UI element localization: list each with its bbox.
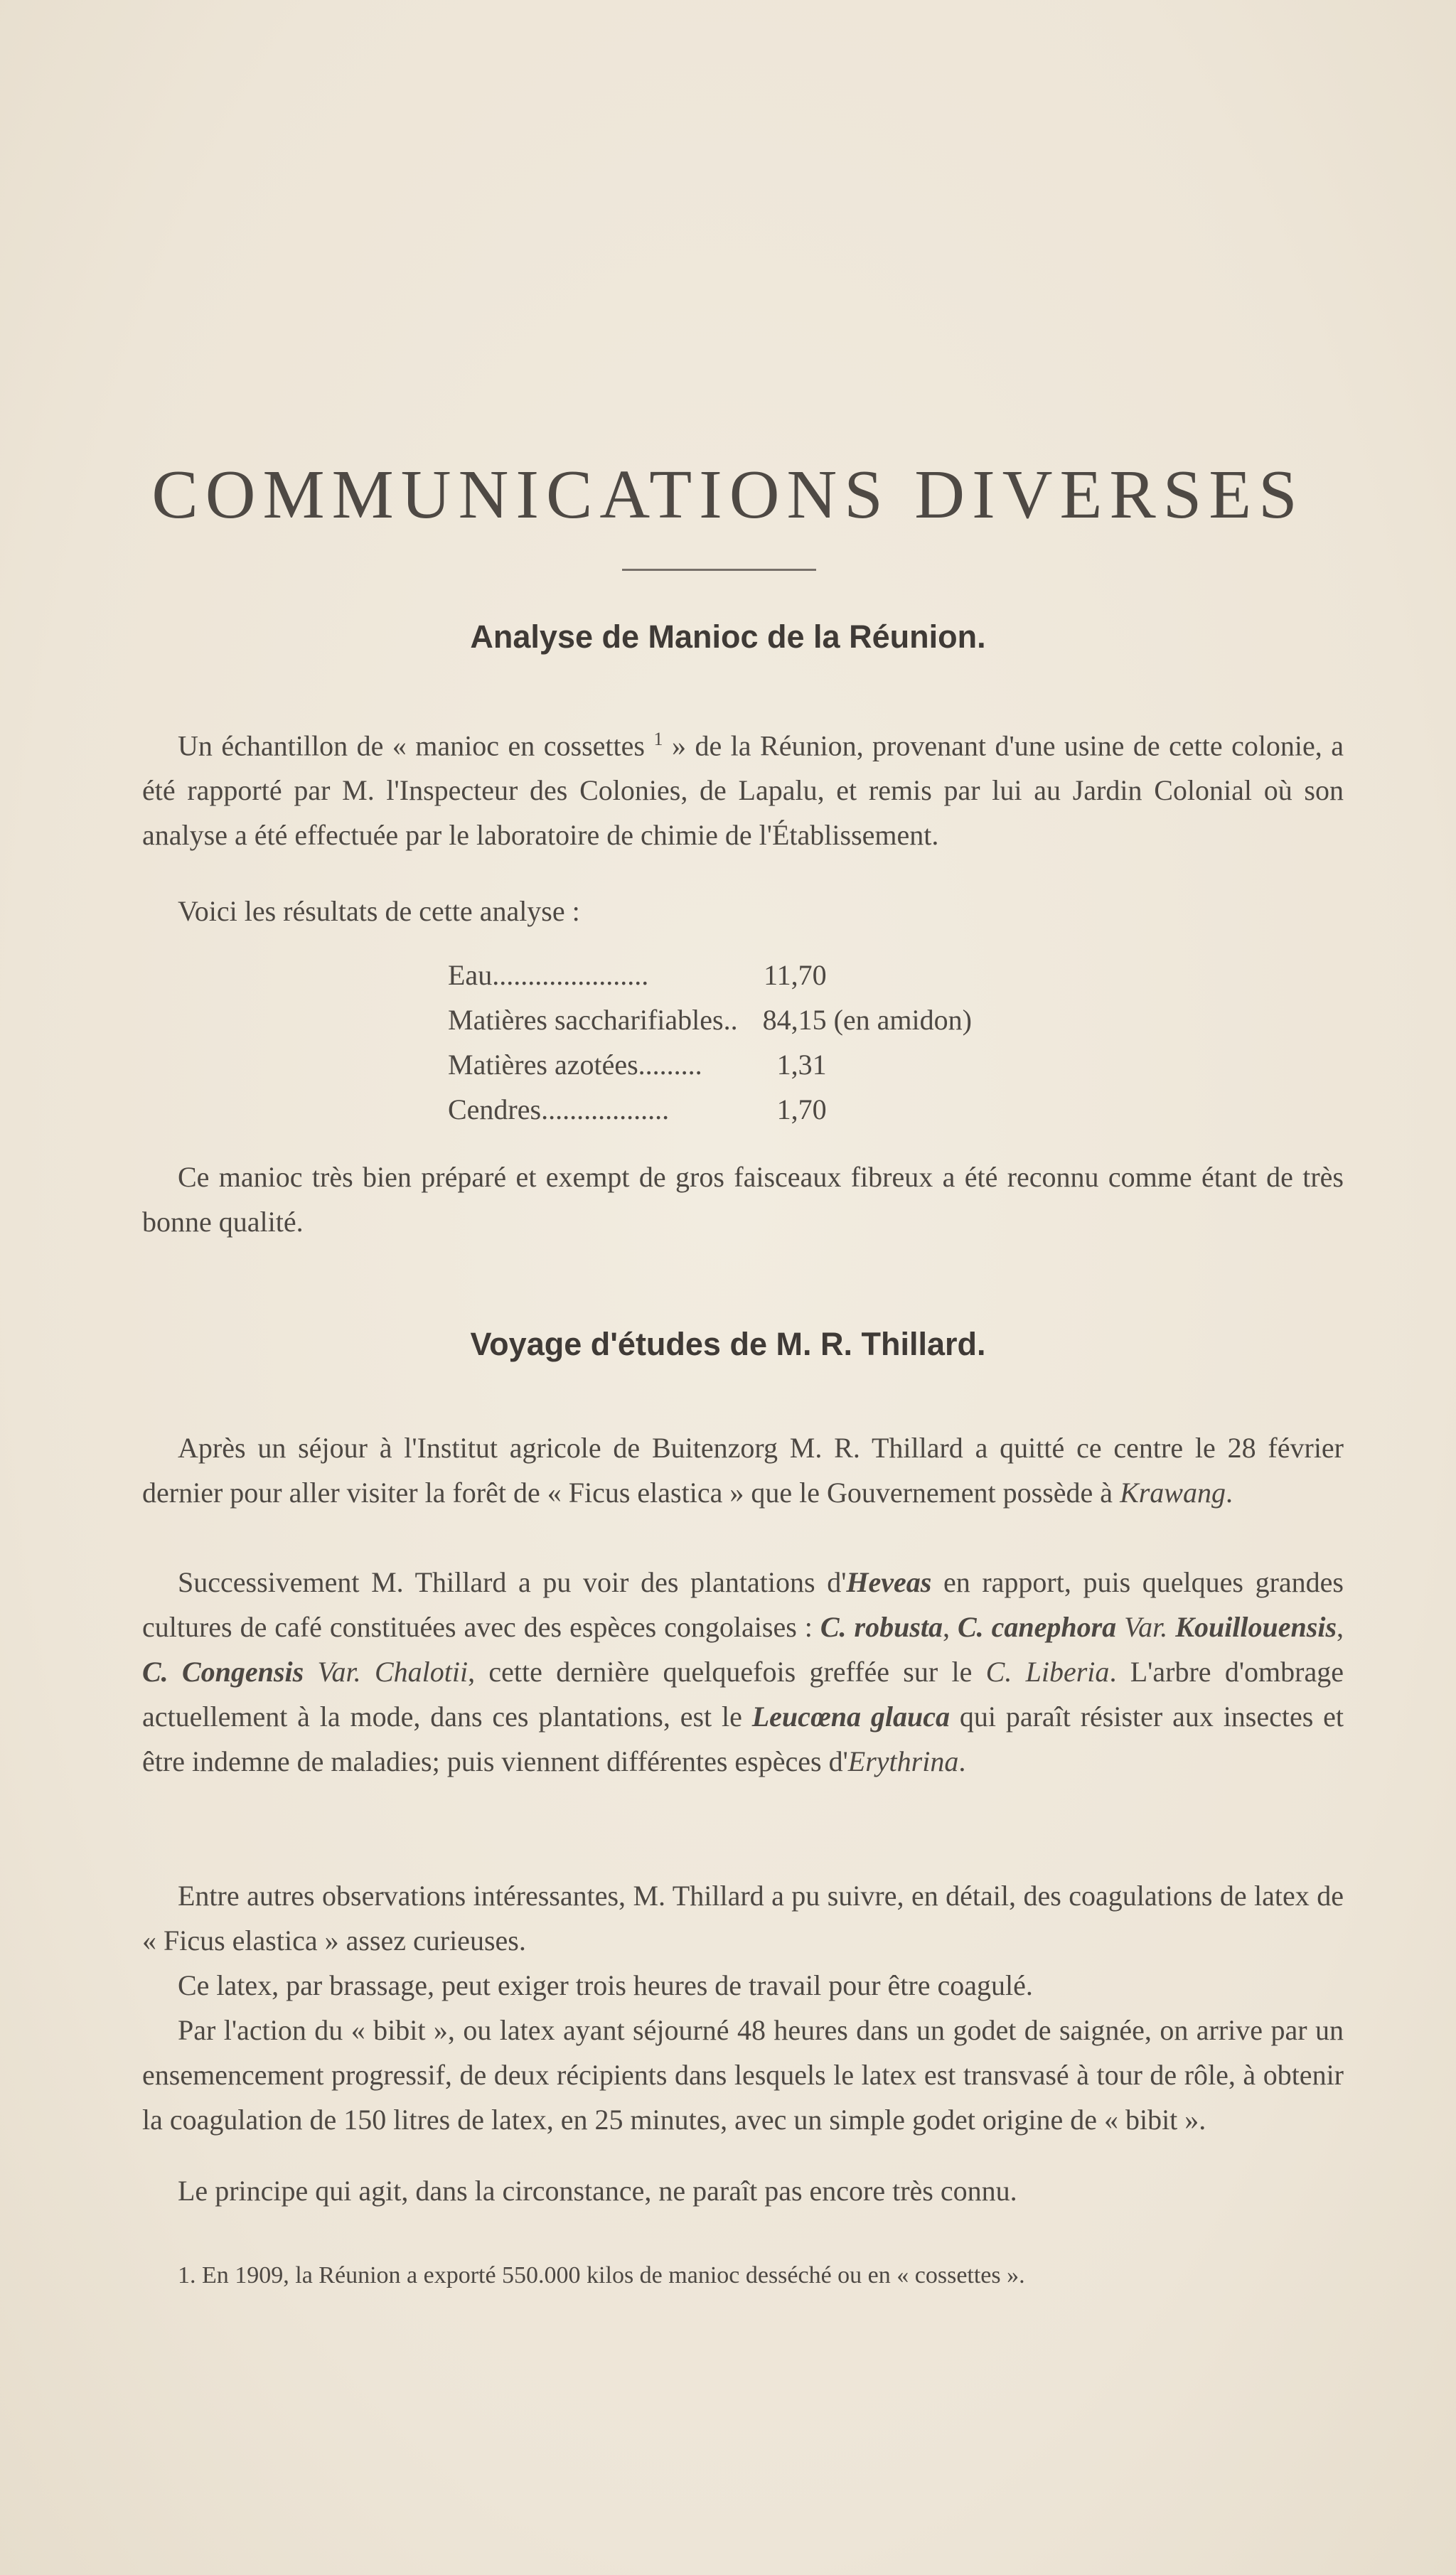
species-congensis: C. Congensis (142, 1656, 304, 1688)
row-label: Matières azotées......... (448, 1049, 702, 1081)
species-kouillouensis: Kouillouensis (1175, 1611, 1337, 1643)
row-note (827, 1042, 972, 1087)
species-canephora: C. canephora (957, 1611, 1117, 1643)
footnote: 1. En 1909, la Réunion a exporté 550.000 kilos de manioc desséché ou en « cossettes ». (178, 2262, 1025, 2288)
p1-end: . (1226, 1477, 1233, 1509)
species-chalotii: Chalotii (374, 1656, 469, 1688)
row-value: 11,70 (764, 959, 827, 991)
paragraph-voyage-6: Le principe qui agit, dans la circonstance, ne paraît pas encore très connu. (178, 2175, 1017, 2207)
row-note: (en amidon) (833, 1004, 972, 1036)
p1-text: Après un séjour à l'Institut agricole de Buitenzorg M. R. Thillard a quitté ce centre le 28 février dernier pour aller visiter la forêt de « Ficus elastica » que le Gouvernement possède à (142, 1432, 1344, 1509)
species-heveas: Heveas (846, 1566, 932, 1598)
var-label: Var. (1124, 1611, 1168, 1643)
footnote-marker: 1 (653, 729, 663, 749)
row-value: 1,31 (776, 1049, 827, 1081)
row-label: Cendres.................. (448, 1093, 670, 1125)
row-label: Matières saccharifiables.. (448, 1004, 738, 1036)
paragraph-voyage-2: Successivement M. Thillard a pu voir des plantations d'Heveas en rapport, puis quelques grandes cultures de café constituées avec des espèces congolaises : C. robusta, C. canephora Var. Kouillouensis, C. Congensis Var. Chalotii, cette dernière quelquefois greffée sur le C. Liberia. L'arbre d'ombrage actuellement à la mode, dans ces plantations, est le Leucœna glauca qui paraît résister aux insectes et être indemne de maladies; puis viennent différentes espèces d'Erythrina. (142, 1566, 1344, 1777)
intro-text-b: » de la Réunion, provenant d'une usine de cette colonie, a été rapporté par M. l'Inspecteur des Colonies, de Lapalu, et remis par lui au Jardin Colonial où son analyse a été effectuée par le laboratoire de chimie de l'Établissement. (142, 729, 1344, 852)
table-row (448, 1087, 972, 1132)
analysis-results-table (448, 953, 972, 1132)
paragraph-manioc-conclusion: Ce manioc très bien préparé et exempt de gros faisceaux fibreux a été reconnu comme étant de très bonne qualité. (142, 1161, 1344, 1238)
p2-text-b: en rapport, puis quelques grandes cultures de café constituées avec des espèces congolaises : (142, 1566, 1344, 1643)
row-value: 1,70 (776, 1093, 827, 1125)
p2-text-e: qui paraît résister aux insectes et être indemne de maladies; puis viennent différentes espèces d' (142, 1701, 1344, 1777)
paragraph-voyage-4: Ce latex, par brassage, peut exiger trois heures de travail pour être coagulé. (178, 1969, 1033, 2001)
table-row (448, 997, 972, 1042)
row-value: 84,15 (762, 1004, 827, 1036)
p2-text-a: Successivement M. Thillard a pu voir des plantations d' (178, 1566, 847, 1598)
p2-text-d: . L'arbre d'ombrage actuellement à la mode, dans ces plantations, est le (142, 1656, 1344, 1733)
row-label: Eau...................... (448, 959, 649, 991)
species-erythrina: Erythrina (847, 1745, 959, 1777)
paragraph-voyage-3: Entre autres observations intéressantes, M. Thillard a pu suivre, en détail, des coagulations de latex de « Ficus elastica » assez curieuses. (142, 1880, 1344, 1956)
place-name: Krawang (1120, 1477, 1226, 1509)
var-label: Var. (317, 1656, 361, 1688)
section-heading-voyage: Voyage d'études de M. R. Thillard. (470, 1326, 986, 1362)
paragraph-manioc-intro (142, 717, 1344, 857)
title-divider (622, 569, 816, 571)
paragraph-voyage-5: Par l'action du « bibit », ou latex ayant séjourné 48 heures dans un godet de saignée, on arrive par un ensemencement progressif, de deux récipients dans lesquels le latex est transvasé à tour de rôle, à obtenir la coagulation de 150 litres de latex, en 25 minutes, avec un simple godet origine de « bibit ». (142, 2014, 1344, 2136)
page-title: COMMUNICATIONS DIVERSES (151, 456, 1305, 533)
table-row (448, 1042, 972, 1087)
species-leucaena: Leucœna glauca (751, 1701, 950, 1733)
row-note (827, 953, 972, 997)
section-heading-manioc: Analyse de Manioc de la Réunion. (470, 619, 986, 655)
species-robusta: C. robusta (820, 1611, 943, 1643)
intro-text-a: Un échantillon de « manioc en cossettes (178, 729, 645, 762)
paragraph-voyage-1 (142, 1425, 1344, 1515)
row-note (827, 1087, 972, 1132)
species-liberia: C. Liberia (985, 1656, 1110, 1688)
p2-end: . (958, 1745, 966, 1777)
paragraph-results-intro: Voici les résultats de cette analyse : (178, 895, 580, 927)
p2-text-c: , cette dernière quelquefois greffée sur le (468, 1656, 973, 1688)
table-row (448, 953, 972, 997)
